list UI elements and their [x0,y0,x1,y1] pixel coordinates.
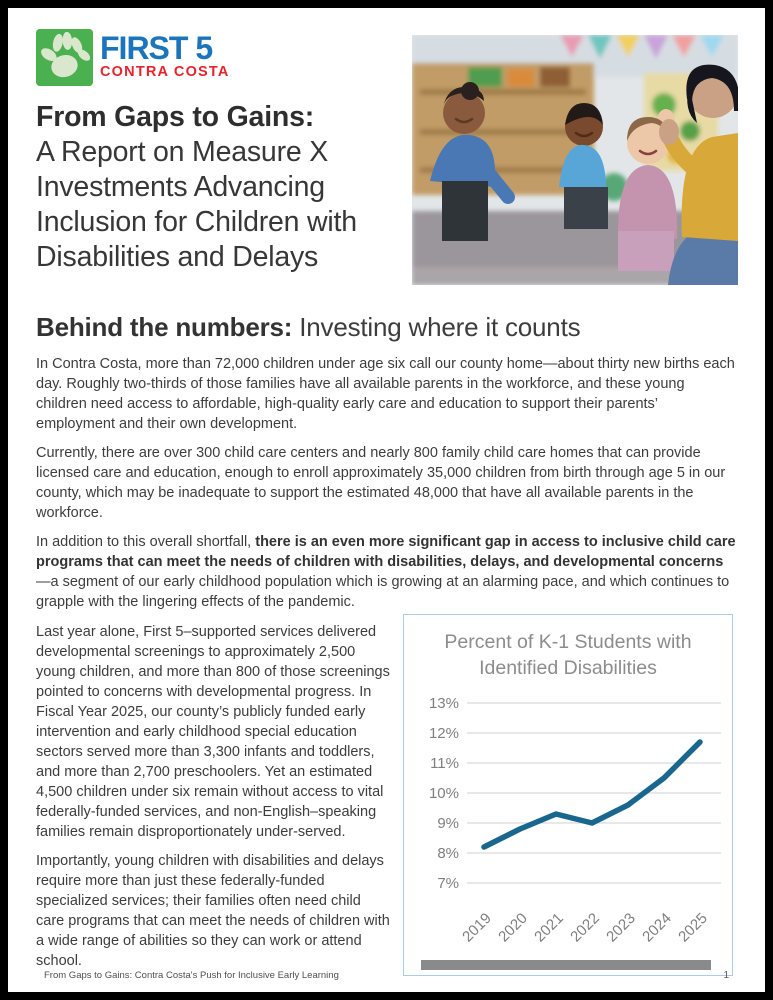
page-header [36,8,737,290]
paragraph-5: Importantly, young children with disabilities and delays require more than just these federally-funded specialized services; their families often need child care programs that can meet the needs of children with a wide range of abilities so they can work or attend school. [36,853,390,969]
paragraph-3-emphasis: there is an even more significant gap in access to inclusive child care programs that can meet the needs of children with disabilities, delays, and developmental concerns [36,534,736,570]
x-tick: 2019 [459,909,495,946]
x-tick: 2023 [603,909,639,946]
report-title [36,100,421,275]
y-tick: 8% [437,845,459,862]
two-column-section [36,614,737,976]
paragraph-2: Currently, there are over 300 child care centers and nearly 800 family child care homes that can provide licensed care and education, enough to enroll approximately 35,000 children from birth through age 5 in our county, which may be inadequate to support the estimated 48,000 that have all available parents in the workforce. [36,445,726,521]
logo-subname: CONTRA COSTA [100,64,230,80]
section-heading [36,312,737,342]
page-number: 1 [723,970,729,981]
hand-icon [36,29,93,86]
chart-title: Percent of K-1 Students with Identified Disabilities [444,631,692,679]
chart-k1-disabilities [403,614,733,976]
chart-bottom-bar [421,960,711,970]
section-heading-light: Investing where it counts [292,312,581,342]
left-column [36,614,393,976]
paragraph-4: Last year alone, First 5–supported services delivered developmental screenings to approximately 2,500 young children, and more than 800 of those screenings pointed to concerns with developmental progress. In Fiscal Year 2025, our county’s publicly funded early intervention and early childhood special education sectors served more than 3,300 infants and toddlers, and more than 2,700 preschoolers. Yet an estimated 4,500 children under six remain without access to vital federally-funded services, and non-English–speaking families remain disproportionately under-served. [36,624,390,840]
paragraph-3-tail: —a segment of our early childhood population which is growing at an alarming pace, and which continues to grapple with the lingering effects of the pandemic. [36,574,730,610]
paragraph-1: In Contra Costa, more than 72,000 children under age six call our county home—about thirty new births each day. Roughly two-thirds of those families have all available parents in the workforce, and these young children need access to affordable, high-quality early care and education to support their parents’ employment and their own development. [36,356,735,432]
x-tick: 2025 [675,909,711,946]
logo-wordmark [100,29,230,80]
x-tick: 2020 [495,909,531,946]
report-title-rest: A Report on Measure X Investments Advancing Inclusion for Children with Disabilities and Delays [36,136,357,273]
trend-line [484,742,700,847]
logo-name: FIRST 5 [100,30,213,66]
y-tick: 13% [428,695,459,712]
intro-paragraphs [36,354,737,612]
section-heading-strong: Behind the numbers: [36,312,293,342]
y-tick: 11% [430,755,459,772]
classroom-photo [412,35,738,285]
footer-title: From Gaps to Gains: Contra Costa's Push for Inclusive Early Learning [44,970,339,981]
y-tick: 9% [437,815,459,832]
y-tick: 7% [437,875,459,892]
x-tick: 2022 [567,909,603,946]
paragraph-3 [36,532,737,612]
y-tick: 10% [428,785,459,802]
report-title-lead: From Gaps to Gains: [36,101,315,133]
x-tick: 2021 [531,909,567,946]
y-tick: 12% [428,725,459,742]
x-tick: 2024 [639,909,675,946]
paragraph-3-lead: In addition to this overall shortfall, [36,534,256,550]
